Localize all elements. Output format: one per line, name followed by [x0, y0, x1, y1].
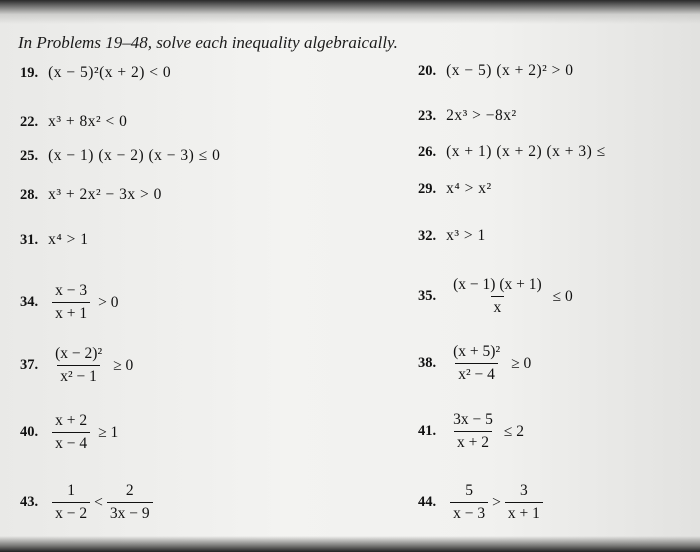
problem-20 [418, 62, 574, 80]
problem-26 [418, 143, 606, 161]
problem-34 [20, 282, 119, 323]
problem-number: 23. [418, 107, 437, 124]
fraction [52, 282, 90, 323]
numerator: x − 3 [55, 282, 88, 299]
problem-number: 31. [20, 231, 39, 248]
numerator: 1 [67, 482, 75, 499]
problem-number: 29. [418, 180, 437, 197]
inequality: x³ > 1 [446, 227, 486, 244]
fraction-right [505, 482, 543, 523]
instructions-heading: In Problems 19–48, solve each inequality algebraically. [18, 33, 398, 52]
problem-number: 38. [418, 355, 437, 371]
fraction-left [450, 482, 488, 523]
right-side: ≥ 0 [113, 356, 134, 374]
problem-35 [418, 276, 573, 317]
right-side: ≥ 1 [98, 423, 119, 441]
denominator: x² − 1 [57, 365, 100, 386]
numerator: 5 [465, 482, 473, 499]
numerator: 3 [520, 482, 528, 499]
problem-29 [418, 180, 492, 198]
fraction [52, 345, 105, 386]
problem-number: 20. [418, 62, 437, 79]
right-side: ≤ 2 [503, 422, 525, 440]
right-side: ≥ 0 [511, 354, 532, 372]
fraction-right [107, 482, 153, 523]
numerator: x + 2 [55, 412, 88, 429]
comparison-operator: < [94, 493, 103, 511]
inequality: (x − 1) (x − 2) (x − 3) ≤ 0 [48, 147, 221, 164]
denominator: x + 1 [52, 302, 90, 323]
numerator: (x + 5)² [453, 343, 501, 360]
problem-number: 19. [20, 64, 39, 81]
problem-number: 44. [418, 494, 437, 510]
problem-40 [20, 412, 118, 453]
problem-23 [418, 107, 517, 125]
problem-25 [20, 147, 220, 165]
problem-19 [20, 64, 171, 82]
inequality: x⁴ > 1 [48, 231, 89, 248]
numerator: 3x − 5 [453, 411, 493, 428]
problem-22 [20, 113, 127, 131]
problem-number: 32. [418, 227, 437, 244]
comparison-operator: > [492, 493, 501, 511]
problem-number: 41. [418, 423, 437, 439]
right-side: ≤ 0 [552, 287, 573, 305]
denominator: x + 1 [505, 502, 543, 523]
problem-number: 40. [20, 424, 39, 440]
inequality: 2x³ > −8x² [446, 107, 517, 124]
fraction [450, 343, 503, 384]
problem-number: 22. [20, 113, 39, 130]
inequality: (x − 5) (x + 2)² > 0 [446, 62, 574, 79]
problem-number: 28. [20, 186, 39, 203]
denominator: x [491, 296, 505, 317]
problem-43 [20, 482, 157, 523]
inequality: x³ + 8x² < 0 [48, 113, 128, 130]
inequality: (x − 5)²(x + 2) < 0 [48, 64, 172, 81]
fraction [450, 276, 545, 317]
numerator: (x − 2)² [55, 345, 103, 362]
problem-38 [418, 343, 531, 384]
top-shadow [0, 0, 700, 24]
denominator: x + 2 [454, 431, 492, 452]
problem-number: 35. [418, 288, 437, 304]
bottom-shadow [0, 536, 700, 552]
problem-31 [20, 231, 89, 249]
denominator: 3x − 9 [107, 502, 153, 523]
numerator: 2 [125, 482, 134, 499]
denominator: x − 4 [52, 432, 90, 453]
fraction-left [52, 482, 90, 523]
problem-number: 26. [418, 143, 437, 160]
fraction [52, 412, 90, 453]
problem-number: 43. [20, 494, 39, 510]
inequality: (x + 1) (x + 2) (x + 3) ≤ [446, 143, 606, 160]
problem-37 [20, 345, 133, 386]
problem-41 [418, 411, 524, 452]
problem-28 [20, 186, 162, 204]
problem-number: 37. [20, 357, 39, 373]
problem-44 [418, 482, 547, 523]
numerator: (x − 1) (x + 1) [453, 276, 542, 293]
right-side: > 0 [98, 293, 119, 311]
inequality: x³ + 2x² − 3x > 0 [48, 186, 162, 203]
denominator: x − 2 [52, 502, 90, 523]
inequality: x⁴ > x² [446, 180, 492, 197]
problem-number: 34. [20, 294, 39, 310]
problem-number: 25. [20, 147, 39, 164]
denominator: x − 3 [450, 502, 488, 523]
problem-32 [418, 227, 486, 245]
fraction [450, 411, 496, 452]
denominator: x² − 4 [455, 363, 498, 384]
